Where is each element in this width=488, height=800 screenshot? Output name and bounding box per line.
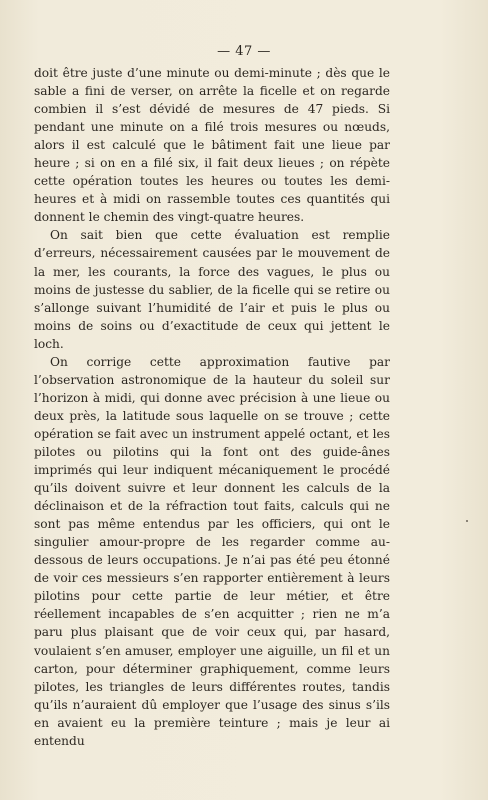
paragraph-3: On corrige cette approximation fautive par l’observation astronomique de la hauteur du soleil sur l’horizon à midi, qui donne avec précision à une lieue ou deux près, la latitude sous laquelle on se trouve ; cette opération se fait avec un instrument appelé octant, et les pilotes ou pilotins qui la font ont des guide-ânes imprimés qui leur indiquent mécaniquement le procédé qu’ils doivent suivre et leur donnent les calculs de la déclinaison et de la réfraction tout faits, calculs qui ne sont pas même entendus par les officiers, qui ont le singulier amour-propre de les regarder comme au-dessous de leurs occupations. Je n’ai pas été peu étonné de voir ces messieurs s’en rapporter entièrement à leurs pilotins pour cette partie de leur métier, et être réellement incapables de s’en acquitter ; rien ne m’a paru plus plaisant que de voir ceux qui, par hasard, voulaient s’en amuser, employer une aiguille, un fil et un carton, pour déterminer graphiquement, comme leurs pilotes, les triangles de leurs différentes routes, tandis qu’ils n’auraient dû employer que l’usage des sinus s’ils en avaient eu la première teinture ; mais je leur ai entendu <box>34 354 390 748</box>
body-text <box>34 64 390 750</box>
paragraph-1: doit être juste d’une minute ou demi-minute ; dès que le sable a fini de verser, on arrête la ficelle et on regarde combien il s’est dévidé de mesures de 47 pieds. Si pendant une minute on a filé trois mesures ou nœuds, alors il est calculé que le bâtiment fait une lieue par heure ; si on en a filé six, il fait deux lieues ; on répète cette opération toutes les heures ou toutes les demi-heures et à midi on rassemble toutes ces quantités qui donnent le chemin des vingt-quatre heures. <box>34 66 390 225</box>
paragraph-2: On sait bien que cette évaluation est remplie d’erreurs, nécessairement causées par le mouvement de la mer, les courants, la force des vagues, le plus ou moins de justesse du sablier, de la ficelle qui se retire ou s’allonge suivant l’humidité de l’air et puis le plus ou moins de soins ou d’exactitude de ceux qui jettent le loch. <box>34 228 390 351</box>
paper-speck <box>466 520 468 522</box>
page-number: — 47 — <box>217 44 271 59</box>
